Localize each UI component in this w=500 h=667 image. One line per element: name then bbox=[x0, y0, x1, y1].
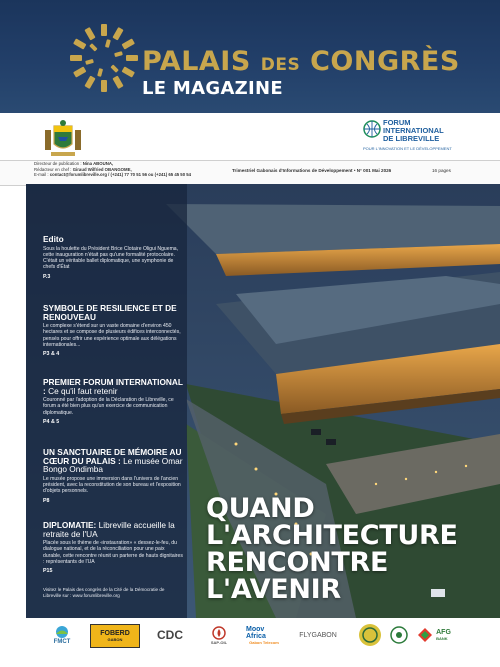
sponsor-afg-bank: AFG BANK bbox=[412, 622, 456, 648]
edito-title: Edito bbox=[43, 234, 64, 244]
memoire-title: UN SANCTUAIRE DE MÉMOIRE AU CŒUR DU PALAIS : Le musée Omar Bongo Ondimba bbox=[43, 447, 183, 475]
forum-article-page: P4 & 5 bbox=[43, 419, 60, 426]
forum-article-body: Couronné par l'adoption de la Déclaration de Libreville, ce forum a été bien plus qu'un exercice de communication diplomatique. bbox=[43, 397, 174, 416]
website-footer-note: Visitez le Palais des congrès de la Cité de la Démocratie de Libreville sur : www.forumlibreville.org bbox=[43, 587, 165, 598]
sunburst-logo-icon bbox=[68, 22, 140, 94]
sidebar-item-resilience[interactable] bbox=[43, 304, 183, 357]
resilience-title: SYMBOLE DE RESILIENCE ET DE RENOUVEAU bbox=[43, 303, 177, 322]
sap-oil-logo-icon bbox=[212, 626, 226, 640]
sponsor-flygabon: FLYGABON bbox=[299, 631, 337, 639]
diplomatie-page: P15 bbox=[43, 568, 53, 575]
edito-page: P.3 bbox=[43, 273, 51, 280]
resilience-body: Le complexe s'étend sur un vaste domaine d'environ 450 hectares et se compose de plusieurs édifices interconnectés, pensés pour offrir une expérience optimale aux délégations internationales... bbox=[43, 323, 181, 349]
forum-name: FORUM INTERNATIONAL DE LIBREVILLE bbox=[383, 118, 444, 143]
gabon-coat-of-arms-icon bbox=[43, 118, 83, 160]
forum-globe-icon bbox=[363, 120, 381, 138]
sponsor-gold-seal bbox=[356, 622, 384, 648]
sponsor-foberd: FOBERD GABON bbox=[90, 624, 140, 648]
diplomatie-title: DIPLOMATIE: Libreville accueille la retraite de l'UA bbox=[43, 520, 175, 539]
sidebar-item-forum[interactable] bbox=[43, 378, 183, 425]
cover-headline: QUAND L'ARCHITECTURE RENCONTRE L'AVENIR bbox=[206, 493, 458, 605]
magazine-subtitle: LE MAGAZINE bbox=[142, 78, 283, 99]
forum-tagline: POUR L'INNOVATION ET LE DÉVELOPPEMENT bbox=[363, 146, 452, 151]
magazine-title: PALAIS DES CONGRÈS bbox=[142, 46, 460, 77]
publication-credits: Directeur de publication : Nina ABOUNA, Rédacteur en chef : Giraud Wilfried OBANGOME, E-mail : contact@forumlibreville.org / (+241) 77 70 51 56 ou (+241) 65 45 50 54 bbox=[34, 161, 192, 178]
green-seal-icon bbox=[390, 626, 408, 644]
forum-article-title: PREMIER FORUM INTERNATIONAL : Ce qu'il faut retenir bbox=[43, 377, 183, 396]
diplomatie-body: Placée sous le thème de «instauration» « dessez-le-feu, du dialogue national, et de la réconciliation pour une paix durable, cette rencontre réunit un parterre de hauts dignitaires : représentants de l'UA bbox=[43, 540, 183, 566]
sponsor-sap-oil: SAP-OIL bbox=[202, 622, 236, 648]
sponsor-cdc: CDC bbox=[157, 628, 183, 642]
edito-body: Sous la houlette du Président Brice Clotaire Oligui Nguema, cette inauguration n'était pas qu'une formalité protocolaire. C'était un véritable ballet diplomatique, une symphonie de chefs d'État bbox=[43, 245, 179, 271]
sponsor-fmct: FMCT bbox=[42, 622, 82, 648]
sponsor-moov-africa: Moov Africa Gabon Telecom bbox=[246, 625, 279, 645]
page-count: 16 pages bbox=[432, 168, 451, 173]
fmct-logo-icon bbox=[51, 625, 73, 639]
issue-info: Trimestriel Gabonais d'Informations de Développement • N° 001 Mai 2026 bbox=[232, 168, 392, 173]
sidebar-item-edito[interactable] bbox=[43, 235, 183, 280]
sidebar-item-diplomatie[interactable] bbox=[43, 521, 183, 574]
memoire-body: Le musée propose une immersion dans l'univers de l'ancien président, avec la reconstitution de son bureau et l'exposition d'objets personnels. bbox=[43, 475, 181, 495]
afg-logo-icon bbox=[417, 627, 433, 643]
sponsor-green-seal bbox=[388, 622, 410, 648]
gold-seal-icon bbox=[358, 623, 382, 647]
sidebar-item-memoire[interactable] bbox=[43, 448, 183, 504]
resilience-page: P3 & 4 bbox=[43, 351, 60, 358]
memoire-page: P8 bbox=[43, 497, 50, 504]
